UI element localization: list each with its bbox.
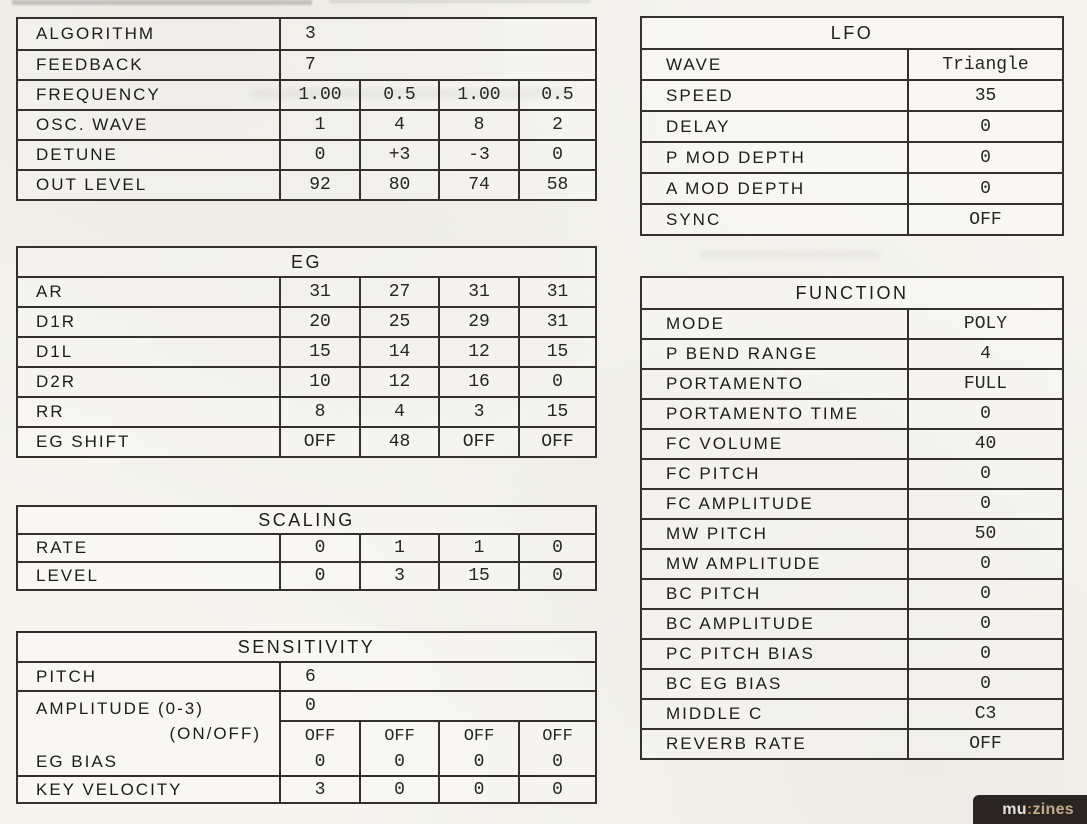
operator-table: [16, 17, 597, 201]
cell-value: OFF: [438, 720, 518, 750]
cell-value: 3: [359, 563, 438, 589]
cell-value: 0: [279, 563, 359, 589]
table-row: [642, 110, 1062, 141]
cell-value: 4: [359, 398, 438, 426]
table-row: [18, 426, 595, 456]
row-label: MW PITCH: [666, 524, 768, 543]
row-label: OUT LEVEL: [36, 175, 148, 194]
cell-value: 4: [359, 111, 438, 139]
cell-value: 0: [907, 640, 1062, 668]
cell-value: Triangle: [907, 50, 1062, 79]
row-label: SPEED: [666, 85, 734, 105]
table-row: [18, 366, 595, 396]
table-title: SCALING: [258, 509, 355, 530]
scan-artifact: [330, 0, 590, 3]
row-label: RR: [36, 402, 65, 421]
cell-value: 0: [359, 777, 438, 802]
cell-value: 1: [279, 111, 359, 139]
cell-value: 0: [907, 400, 1062, 428]
cell-value: 15: [279, 338, 359, 366]
table-row: [18, 396, 595, 426]
cell-value: OFF: [907, 730, 1062, 758]
cell-value: 1.00: [279, 81, 359, 109]
table-row: [642, 368, 1062, 398]
table-row: [642, 578, 1062, 608]
cell-value: 27: [359, 278, 438, 306]
cell-value: 25: [359, 308, 438, 336]
function-table: [640, 276, 1064, 760]
cell-value: 20: [279, 308, 359, 336]
cell-value: 12: [359, 368, 438, 396]
table-row: [642, 488, 1062, 518]
cell-value: POLY: [907, 310, 1062, 338]
cell-value: OFF: [907, 205, 1062, 234]
cell-value: 80: [359, 171, 438, 199]
cell-value: 0: [907, 460, 1062, 488]
table-row: [18, 748, 595, 775]
table-row: [18, 79, 595, 109]
cell-value: OFF: [518, 428, 595, 456]
row-label: OSC. WAVE: [36, 115, 149, 134]
row-label: P BEND RANGE: [666, 344, 819, 363]
cell-value: 3: [279, 19, 595, 49]
muzines-watermark: [973, 795, 1087, 824]
row-label: FEEDBACK: [36, 55, 144, 74]
table-row: [642, 141, 1062, 172]
cell-value: 0.5: [359, 81, 438, 109]
table-title: FUNCTION: [795, 282, 909, 303]
cell-value: 1: [359, 535, 438, 561]
row-label: PORTAMENTO: [666, 374, 805, 393]
row-label: DETUNE: [36, 145, 118, 164]
table-row: [18, 775, 595, 802]
cell-value: OFF: [518, 720, 595, 750]
row-label: [18, 692, 279, 750]
sensitivity-table: [16, 631, 597, 804]
table-row: [642, 668, 1062, 698]
cell-value: 8: [279, 398, 359, 426]
cell-value: 50: [907, 520, 1062, 548]
cell-value: 0: [907, 174, 1062, 203]
cell-value: 15: [518, 338, 595, 366]
cell-value: 14: [359, 338, 438, 366]
row-label: BC AMPLITUDE: [666, 614, 815, 633]
table-row: [642, 338, 1062, 368]
table-row: [18, 109, 595, 139]
row-label: D1R: [36, 312, 77, 331]
row-label: PC PITCH BIAS: [666, 644, 815, 663]
table-title: LFO: [830, 22, 874, 43]
row-label: EG BIAS: [36, 751, 119, 771]
row-label: DELAY: [666, 116, 731, 136]
cell-value: 1.00: [438, 81, 518, 109]
cell-value: 0: [359, 748, 438, 775]
cell-value: 0: [279, 748, 359, 775]
cell-value: 0: [907, 550, 1062, 578]
cell-value: 0: [518, 535, 595, 561]
table-row: [18, 306, 595, 336]
row-label: ALGORITHM: [36, 24, 156, 43]
eg-table: [16, 246, 597, 458]
cell-value: 0: [279, 692, 595, 720]
cell-value: 10: [279, 368, 359, 396]
cell-value: C3: [907, 700, 1062, 728]
cell-value: 6: [279, 663, 595, 690]
scan-artifact: [700, 250, 880, 259]
row-label: LEVEL: [36, 566, 99, 585]
table-row: [18, 533, 595, 561]
watermark-part1: mu: [1002, 800, 1027, 818]
cell-value: 4: [907, 340, 1062, 368]
cell-value: 0: [518, 748, 595, 775]
scaling-table: [16, 505, 597, 591]
cell-value: FULL: [907, 370, 1062, 398]
cell-value: 0: [907, 580, 1062, 608]
scan-artifact: [12, 0, 312, 5]
cell-value: 92: [279, 171, 359, 199]
table-row: [642, 698, 1062, 728]
table-row: [18, 661, 595, 690]
table-row: [642, 48, 1062, 79]
table-row: [642, 548, 1062, 578]
cell-value: 0: [518, 777, 595, 802]
watermark-colon: :: [1026, 800, 1033, 818]
table-row: [18, 49, 595, 79]
row-label: PITCH: [36, 666, 97, 686]
cell-value: 31: [279, 278, 359, 306]
cell-value: 0: [279, 141, 359, 169]
amplitude-label-line1: AMPLITUDE (0-3): [36, 699, 204, 718]
cell-value: OFF: [279, 720, 359, 750]
table-row: [642, 428, 1062, 458]
cell-value: 15: [438, 563, 518, 589]
table-row: [18, 19, 595, 49]
row-label: FREQUENCY: [36, 85, 161, 104]
row-label: A MOD DEPTH: [666, 178, 806, 198]
row-label: KEY VELOCITY: [36, 779, 183, 799]
table-row: [642, 458, 1062, 488]
row-label: MODE: [666, 314, 725, 333]
table-row: [642, 398, 1062, 428]
row-label: MIDDLE C: [666, 704, 764, 723]
cell-value: 0: [279, 535, 359, 561]
table-title: EG: [290, 251, 322, 272]
cell-value: 40: [907, 430, 1062, 458]
cell-value: 35: [907, 81, 1062, 110]
row-label: P MOD DEPTH: [666, 147, 806, 167]
cell-value: 12: [438, 338, 518, 366]
row-label: SYNC: [666, 209, 722, 229]
table-row: [642, 608, 1062, 638]
table-row: [642, 203, 1062, 234]
row-label: EG SHIFT: [36, 432, 131, 451]
row-label: RATE: [36, 538, 89, 557]
row-label: FC PITCH: [666, 464, 761, 483]
row-label: PORTAMENTO TIME: [666, 404, 860, 423]
cell-value: 0: [907, 112, 1062, 141]
cell-value: 16: [438, 368, 518, 396]
cell-value: 3: [279, 777, 359, 802]
table-row: [642, 518, 1062, 548]
table-row: [642, 308, 1062, 338]
table-row-amplitude: [18, 690, 595, 748]
lfo-table: [640, 16, 1064, 236]
cell-value: 29: [438, 308, 518, 336]
table-row: [642, 172, 1062, 203]
table-row: [18, 169, 595, 199]
cell-value: 0: [518, 563, 595, 589]
cell-value: 31: [438, 278, 518, 306]
cell-value: OFF: [359, 720, 438, 750]
cell-value: 31: [518, 308, 595, 336]
row-label: WAVE: [666, 54, 723, 74]
table-row: [18, 336, 595, 366]
cell-value: 0: [907, 670, 1062, 698]
table-row: [18, 139, 595, 169]
cell-value: 48: [359, 428, 438, 456]
cell-value: OFF: [279, 428, 359, 456]
table-title: SENSITIVITY: [237, 636, 376, 657]
row-label: AR: [36, 282, 64, 301]
amplitude-label-line2: (ON/OFF): [169, 724, 261, 743]
row-label: D2R: [36, 372, 77, 391]
cell-value: +3: [359, 141, 438, 169]
table-row: [18, 276, 595, 306]
cell-value: 31: [518, 278, 595, 306]
row-label: FC AMPLITUDE: [666, 494, 814, 513]
row-label: REVERB RATE: [666, 734, 807, 753]
cell-value: -3: [438, 141, 518, 169]
row-label: BC PITCH: [666, 584, 762, 603]
table-row: [642, 638, 1062, 668]
cell-value: 0: [438, 748, 518, 775]
cell-value: 8: [438, 111, 518, 139]
cell-value: 2: [518, 111, 595, 139]
cell-value: 0: [438, 777, 518, 802]
row-label: D1L: [36, 342, 74, 361]
cell-value: 0: [907, 610, 1062, 638]
cell-value: 58: [518, 171, 595, 199]
row-label: MW AMPLITUDE: [666, 554, 822, 573]
cell-value: 0: [518, 141, 595, 169]
cell-value: 3: [438, 398, 518, 426]
cell-value: OFF: [438, 428, 518, 456]
cell-value: 7: [279, 51, 595, 79]
cell-value: 0: [907, 143, 1062, 172]
cell-value: 15: [518, 398, 595, 426]
table-row: [642, 728, 1062, 758]
row-label: BC EG BIAS: [666, 674, 783, 693]
row-label: FC VOLUME: [666, 434, 784, 453]
cell-value: 0.5: [518, 81, 595, 109]
cell-value: 1: [438, 535, 518, 561]
table-row: [18, 561, 595, 589]
cell-value: 74: [438, 171, 518, 199]
table-row: [642, 79, 1062, 110]
cell-value: 0: [907, 490, 1062, 518]
cell-value: 0: [518, 368, 595, 396]
watermark-part2: zines: [1032, 800, 1074, 818]
